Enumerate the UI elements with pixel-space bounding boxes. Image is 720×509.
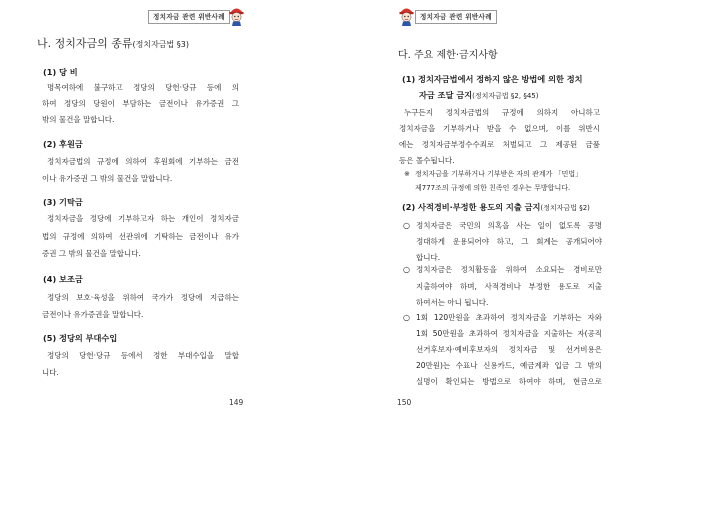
paragraph-sponsorship: [42, 153, 239, 187]
bullet-paragraph: [416, 218, 602, 266]
law-reference: (정치자금법 §2, §45): [472, 92, 539, 100]
paragraph-party-dues: [42, 80, 239, 128]
text-line: 등은 몰수됩니다.: [399, 156, 455, 165]
running-header: 정치자금 관련 위반사례: [148, 10, 230, 24]
section-heading: [37, 37, 189, 52]
text-line: 20만원)는 수표나 신용카드, 예금계좌 입금 그 밖의: [416, 361, 602, 370]
bullet-paragraph: [416, 262, 602, 312]
text-line: 정치자금을 정당에 기부하고자 하는 개인이 정치자금: [47, 214, 239, 223]
bullet-circle: ○: [403, 265, 410, 274]
text-line: 정당의 당헌·당규 등에서 정한 부대수입을 말합: [47, 351, 239, 360]
text-line: 선거후보자·예비후보자의 정치자금 및 선거비용은: [416, 345, 602, 354]
page-number: 150: [397, 398, 412, 407]
item-title-text: 자금 조달 금지: [419, 90, 473, 100]
law-reference: (정치자금법 §3): [132, 40, 190, 49]
text-line: 누구든지 정치자금법의 규정에 의하지 아니하고: [404, 108, 600, 117]
text-line: 밖의 물건을 말합니다.: [42, 115, 115, 124]
bullet-paragraph: [416, 310, 602, 390]
text-line: 하여 정당의 당원이 부담하는 금전이나 유가증권 그: [42, 99, 239, 108]
note-relatives: [415, 167, 601, 195]
text-line: 정치자금을 기부하거나 기부받은 자의 관계가 「민법」: [415, 170, 583, 178]
text-line: 이나 유가증권 그 밖의 물건을 말합니다.: [42, 174, 173, 183]
mascot-icon: [398, 4, 415, 26]
text-line: 제777조의 규정에 의한 친족인 경우는 무방합니다.: [415, 184, 571, 192]
text-line: 금전이나 유가증권을 말합니다.: [42, 310, 144, 319]
text-line: 1회 120만원을 초과하여 정치자금을 기부하는 자와: [416, 313, 602, 322]
running-header: 정치자금 관련 위반사례: [415, 10, 497, 24]
right-page: [360, 0, 720, 509]
item-title-party-dues: (1) 당 비: [43, 67, 78, 77]
bullet-circle: ○: [403, 221, 410, 230]
text-line: 합니다.: [416, 253, 441, 262]
page-number: 149: [229, 398, 244, 407]
text-line: 정대하게 운용되어야 하고, 그 회계는 공개되어야: [416, 237, 602, 246]
paragraph-deposit: [42, 210, 239, 263]
text-line: 정치자금법의 규정에 의하여 후원회에 기부하는 금전: [47, 157, 239, 166]
section-heading-label: 나. 정치자금의 종류: [37, 37, 133, 50]
law-reference: (정치자금법 §2): [540, 204, 590, 212]
bullet-circle: ○: [403, 313, 410, 322]
item-title-deposit: (3) 기탁금: [43, 197, 83, 207]
item-title-incidental-income: (5) 정당의 부대수입: [43, 333, 118, 343]
paragraph-unlawful-funding: [399, 105, 600, 169]
paragraph-subsidy: [42, 289, 239, 323]
item-title-sponsorship: (2) 후원금: [43, 139, 83, 149]
item-title-unlawful-funding: (1) 정치자금법에서 정하지 않은 방법에 의한 정치: [402, 74, 583, 84]
text-line: 하여서는 아니 됩니다.: [416, 298, 489, 307]
text-line: 에는 정치자금부정수수죄로 처벌되고 그 제공된 금품: [399, 140, 600, 149]
text-line: 정당의 보호·육성을 위하여 국가가 정당에 지급하는: [47, 293, 239, 302]
text-line: 명목여하에 불구하고 정당의 당헌·당규 등에 의: [47, 83, 239, 92]
paragraph-incidental-income: [42, 347, 239, 381]
text-line: 정치자금은 정치활동을 위하여 소요되는 경비로만: [416, 265, 602, 274]
item-title-text: (2) 사적경비·부정한 용도의 지출 금지: [402, 202, 541, 212]
text-line: 실명이 확인되는 방법으로 하여야 하며, 현금으로: [416, 377, 602, 386]
text-line: 정치자금을 기부하거나 받을 수 없으며, 이를 위반시: [399, 124, 600, 133]
item-title-unlawful-funding-cont: [419, 88, 538, 103]
text-line: 지출하여야 하며, 사적경비나 부정한 용도로 지출: [416, 281, 602, 291]
item-title-improper-expense: [402, 200, 590, 215]
section-heading: 다. 주요 제한·금지사항: [398, 50, 498, 61]
note-mark: ※: [404, 170, 410, 178]
text-line: 니다.: [42, 368, 59, 377]
text-line: 1회 50만원을 초과하여 정치자금을 지출하는 자(공직: [416, 329, 602, 338]
item-title-subsidy: (4) 보조금: [43, 274, 83, 284]
text-line: 정치자금은 국민의 의혹을 사는 일이 없도록 공명: [416, 221, 602, 230]
mascot-icon: [228, 4, 245, 26]
text-line: 증권 그 밖의 물건을 말합니다.: [42, 249, 141, 258]
text-line: 법의 규정에 의하여 선관위에 기탁하는 금전이나 유가: [42, 231, 239, 241]
